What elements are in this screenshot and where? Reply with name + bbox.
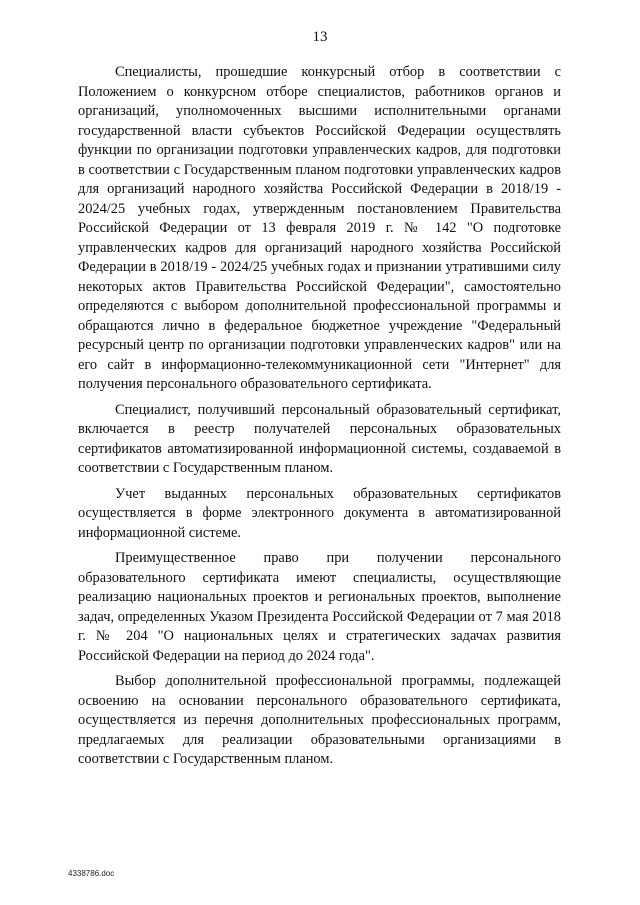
page-number: 13 [312,29,328,45]
paragraph-selection-procedure: Специалисты, прошедшие конкурсный отбор в соответствии с Положением о конкурсном отборе специалистов, работников органов и организаций, уполномоченных высшими исполнительными органами государственной власти субъектов Российской Федерации осуществлять функции по организации подготовки управленческих кадров, для подготовки в соответствии с Государственным планом подготовки управленческих кадров для организаций народного хозяйства Российской Федерации в 2018/19 - 2024/25 учебных годах, утвержденным постановлением Правительства Российской Федерации от 13 февраля 2019 г. № 142 "О подготовке управленческих кадров для организаций народного хозяйства Российской Федерации в 2018/19 - 2024/25 учебных годах и признании утратившими силу некоторых актов Правительства Российской Федерации", самостоятельно определяются с выбором дополнительной профессиональной программы и обращаются лично в федеральное бюджетное учреждение "Федеральный ресурсный центр по организации подготовки управленческих кадров" или на его сайт в информационно-телекоммуникационной сети "Интернет" для получения персонального образовательного сертификата. [78,64,561,392]
document-file-code: 4338786.doc [68,869,115,878]
paragraph-program-choice: Выбор дополнительной профессиональной программы, подлежащей освоению на основании персонального образовательного сертификата, осуществляется из перечня дополнительных профессиональных программ, предлагаемых для реализации образовательными организациями в соответствии с Государственным планом. [78,673,561,767]
body-text [78,63,561,776]
paragraph-certificate-accounting: Учет выданных персональных образовательных сертификатов осуществляется в форме электронного документа в автоматизированной информационной системе. [78,485,561,541]
paragraph-registry-inclusion: Специалист, получивший персональный образовательный сертификат, включается в реестр получателей персональных образовательных сертификатов автоматизированной информационной системы, создаваемой в соответствии с Государственным планом. [78,401,561,476]
paragraph-priority-right: Преимущественное право при получении персонального образовательного сертификата имеют специалисты, осуществляющие реализацию национальных проектов и региональных проектов, выполнение задач, определенных Указом Президента Российской Федерации от 7 мая 2018 г. № 204 "О национальных целях и стратегических задачах развития Российской Федерации на период до 2024 года". [78,550,561,664]
